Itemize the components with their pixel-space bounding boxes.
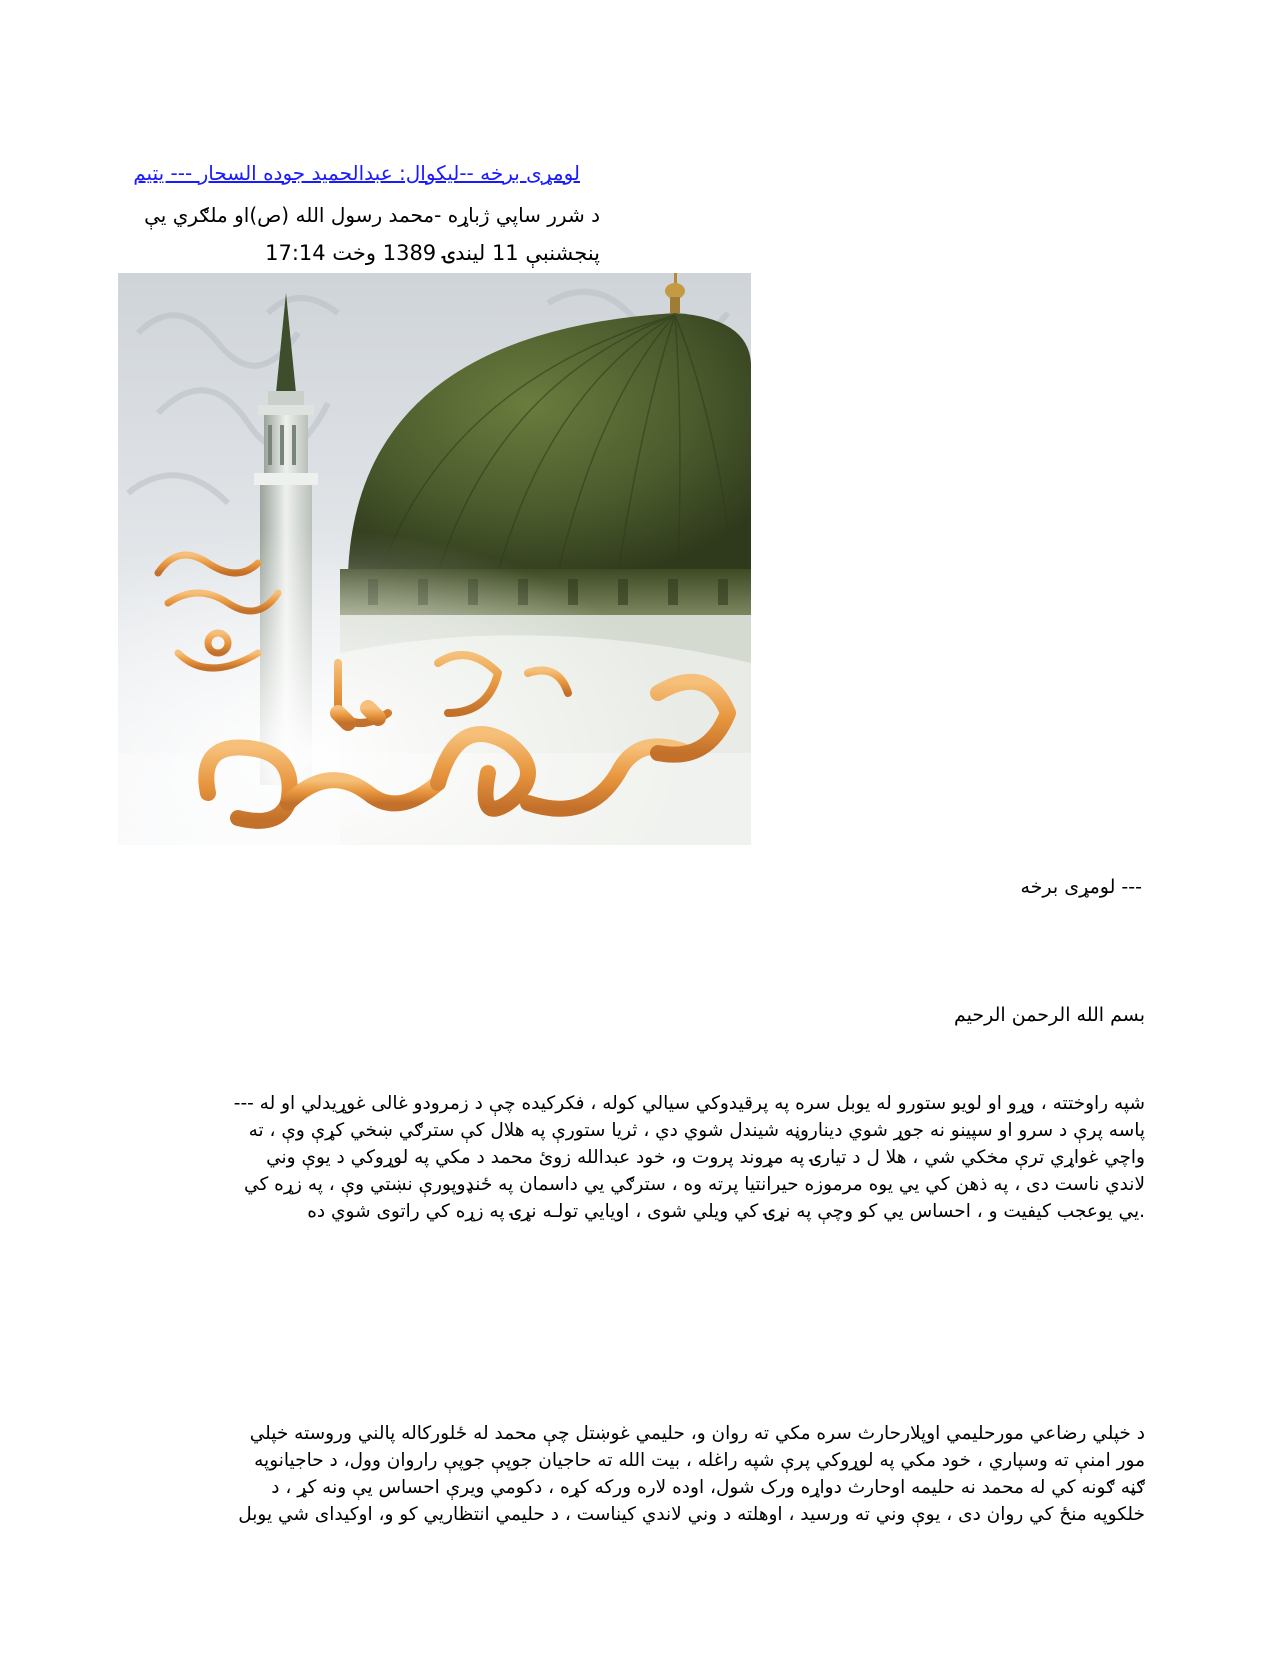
paragraph-line: .يي يوعجب کيفيت و ، احساس يي کو وچې په نړۍ کي ويلي شوی ، اويايي تولـه نړۍ په زړه کي راتوی شوي ده <box>307 1201 1145 1222</box>
paragraph-line: ګڼه ګونه کي له محمد نه حليمه اوحارث دواړه ورک شول، اوده لاره ورکه کړه ، دکومي ويرې احساس يې ونه کړ ، د <box>271 1477 1145 1498</box>
paragraph-line: مور امنې ته وسپاري ، خود مکي په لوړوکي پرې شپه راغله ، بيت الله ته حاجيان جوپې جوپې راروان وول، د حاجيانوپه <box>254 1450 1145 1471</box>
bismillah-line: بسم الله الرحمن الرحيم <box>954 1004 1145 1026</box>
paragraph-line: واچي غواړي ترې مخکي شي ، هلا ل د تيارۍ په مړوند پروت و، خود عبدالله زوئ محمد د مکي په لوړوکي د يوې وني <box>266 1147 1145 1168</box>
article-subtitle: د شرر ساپي ژباړه -محمد رسول الله (ص)او ملګري يې <box>144 203 600 227</box>
paragraph-line: خلکوپه منځ کي روان دی ، يوې وني ته ورسيد ، اوهلته د وني لاندي کيناست ، د حليمي انتظاريي کو و، اوکيدای شي يوبل <box>238 1504 1145 1525</box>
mosque-dome-calligraphy-image <box>118 273 751 845</box>
section-heading: --- لومړی برخه <box>1020 876 1142 898</box>
article-date: پنجشنبې 11 ليندۍ 1389 وخت 17:14 <box>265 241 600 265</box>
paragraph-1 <box>118 1090 1145 1225</box>
paragraph-line: لاندي ناست دی ، په ذهن کي يي يوه مرموزه حيرانتيا پرته وه ، سترګي يي داسمان په ځنډوپورې نښتي وې ، په زړه کي <box>244 1174 1145 1195</box>
article-title-link[interactable]: لومړی برخه --لیکوال: عبدالحمید جوده السحار --- یتیم <box>133 161 580 185</box>
paragraph-line: د خپلي رضاعي مورحليمي اوپلارحارث سره مکي ته روان و، حليمي غوښتل چې محمد له ځلورکاله پالني وروسته خپلي <box>249 1423 1145 1444</box>
paragraph-2 <box>118 1420 1145 1528</box>
paragraph-line: شپه راوختته ، وړو او لويو ستورو له يوبل سره په پرقيدوکي سيالي کوله ، فکرکيده چې د زمرودو غالی غوړيدلي او له --- <box>233 1093 1145 1114</box>
article-title-link-container <box>110 160 580 186</box>
paragraph-line: پاسه پرې د سرو او سپينو نه جوړ شوي ديناروڼه شيندل شوي دي ، ثريا ستورې په هلال کې سترګي ښخي کړې وې ، ته <box>248 1120 1145 1141</box>
